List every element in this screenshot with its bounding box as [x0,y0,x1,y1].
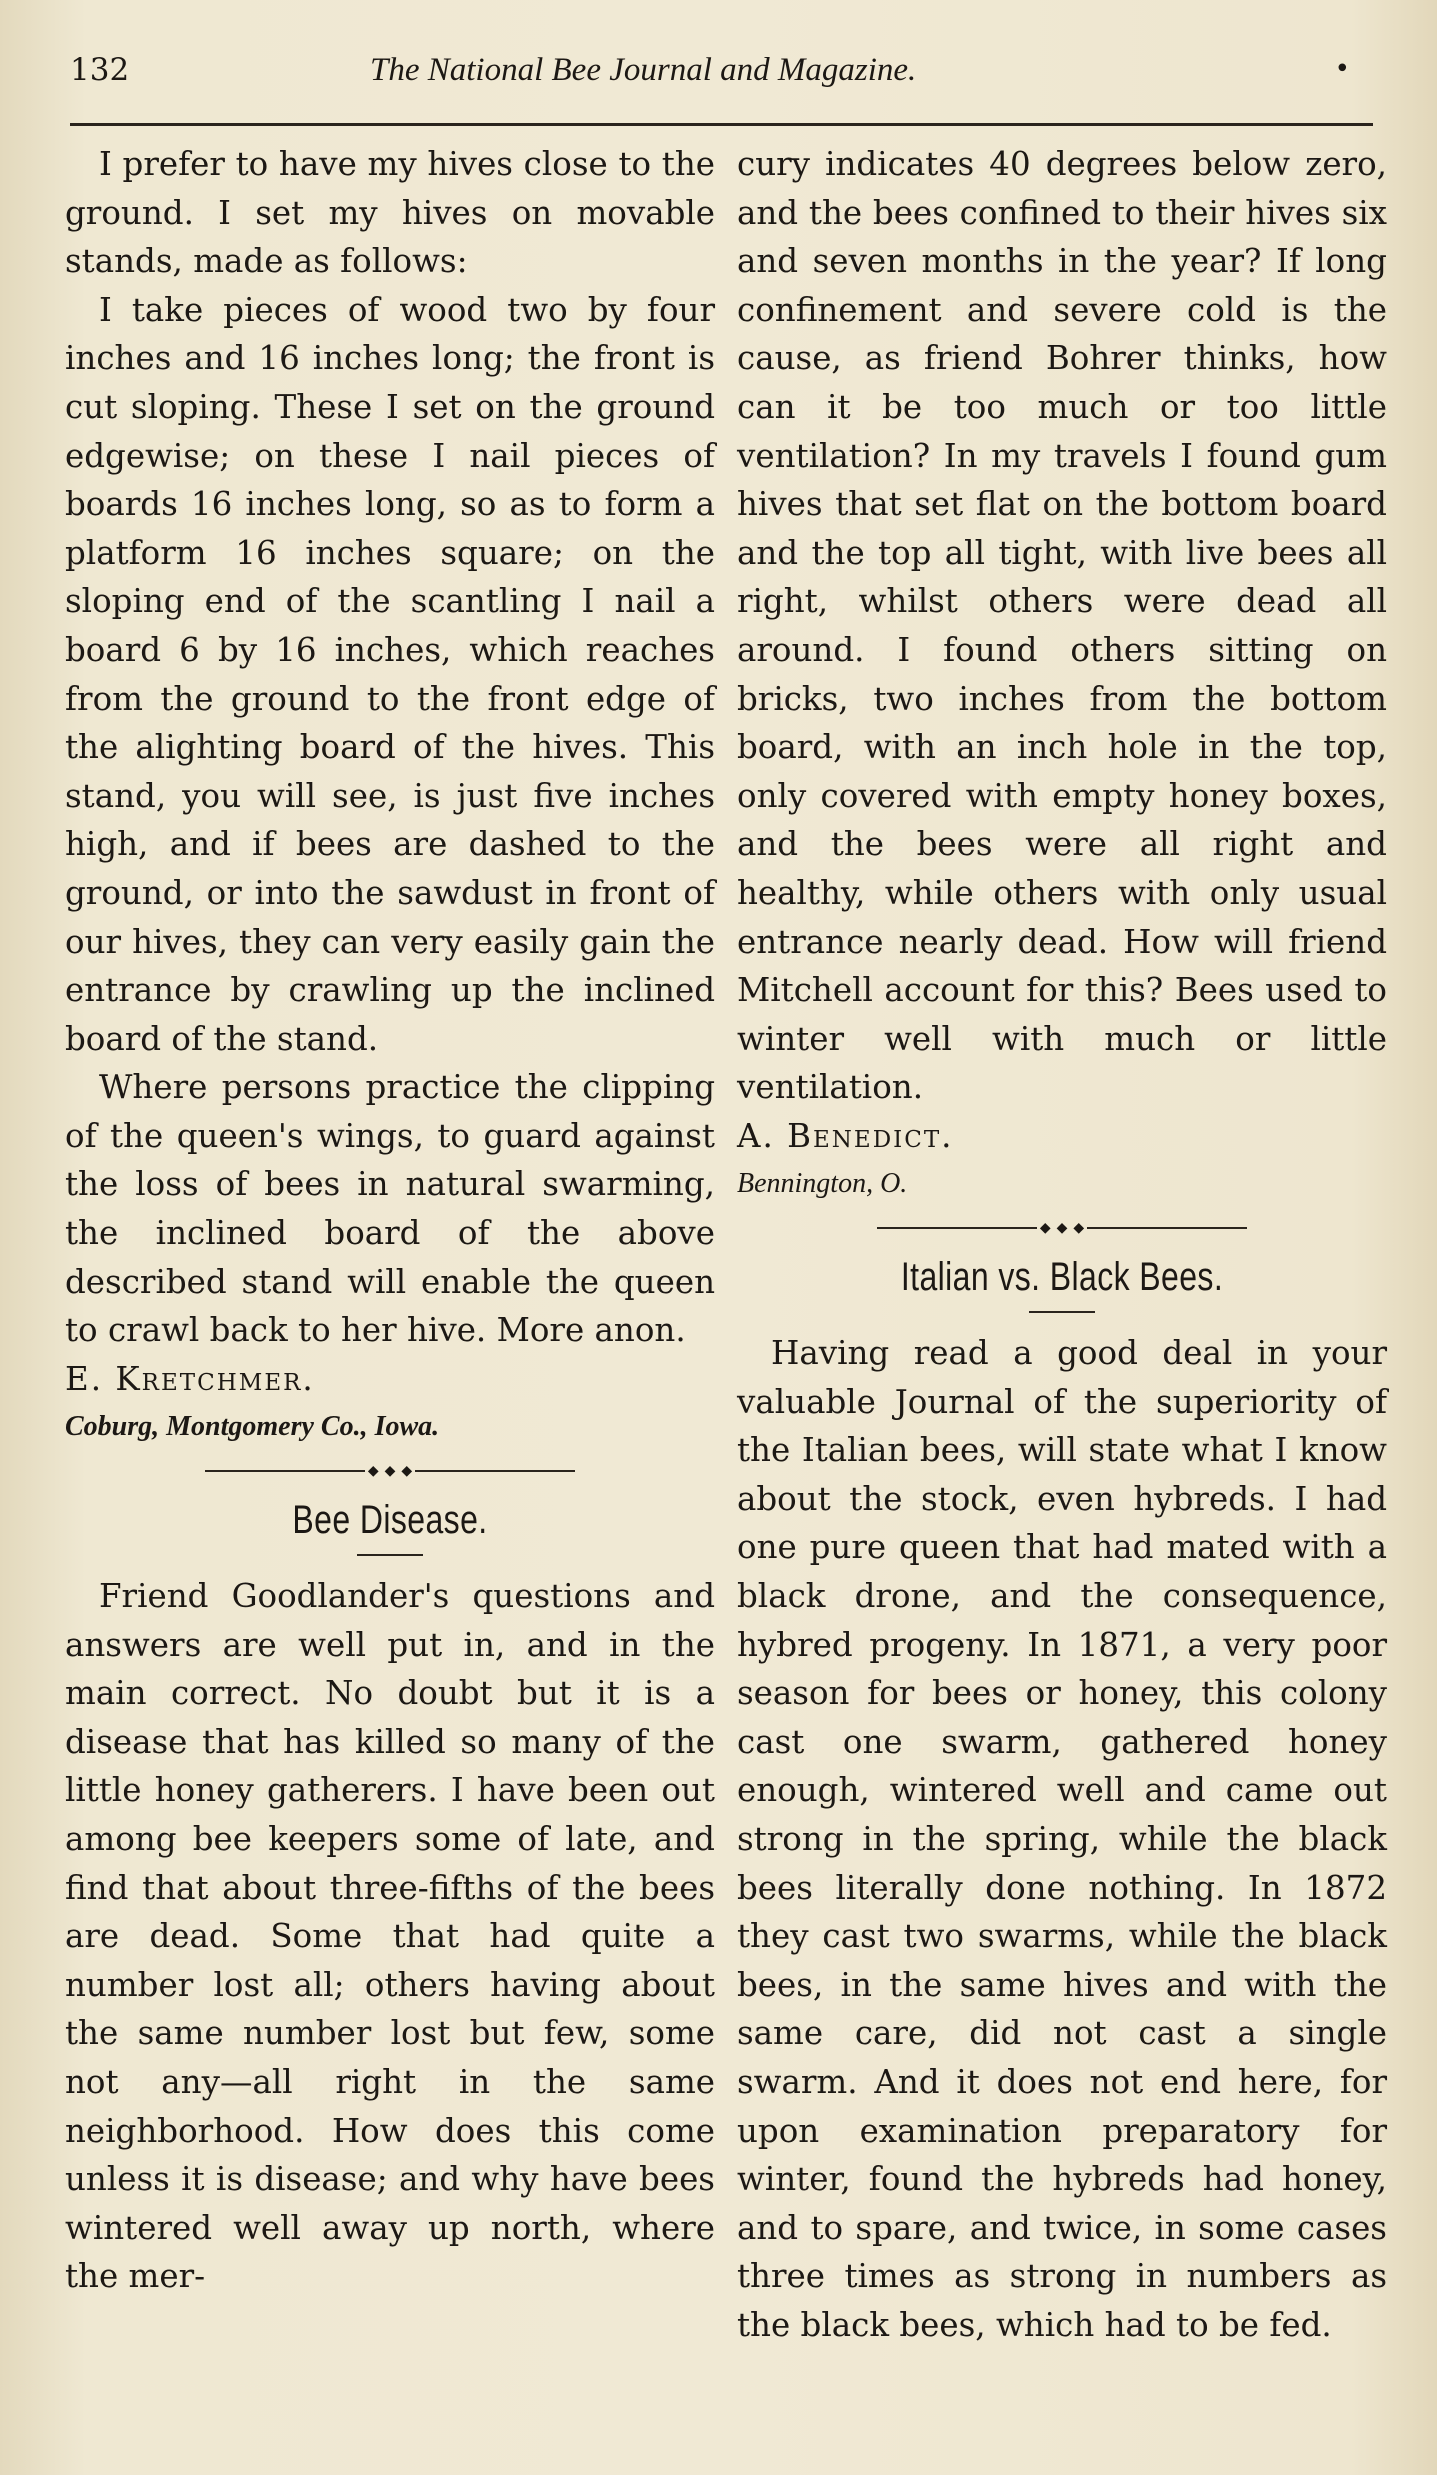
journal-title: The National Bee Journal and Magazine. [370,52,917,88]
paragraph: Friend Goodlander's questions and answers are well put in, and in the main correct. No doubt but it is a disease that has killed so many of the little honey gatherers. I have been out among bee keepers some of late, and find that about three-fifths of the bees are dead. Some that had quite a number lost all; others having about the same number lost but few, some not any—all right in the same neighborhood. How does this come unless it is disease; and why have bees wintered well away up north, where the mer- [65,1577,715,2296]
paragraph: I prefer to have my hives close to the ground. I set my hives on movable stands, made as follows: [65,145,715,281]
title-rule [1029,1311,1095,1313]
paragraph: Where persons practice the clipping of the queen's wings, to guard against the loss of bees in natural swarming, the inclined board of the above described stand will enable the queen to crawl back to her hive. More anon. [65,1068,715,1350]
paragraph: Having read a good deal in your valuable Journal of the superiority of the Italian bees, will state what I know about the stock, even hybreds. I had one pure queen that had mated with a black drone, and the consequence, hybred progeny. In 1871, a very poor season for bees or honey, this colony cast one swarm, gathered honey enough, wintered well and came out strong in the spring, while the black bees literally done nothing. In 1872 they cast two swarms, while the black bees, in the same hives and with the same care, did not cast a single swarm. And it does not end here, for upon examination preparatory for winter, found the hybreds had honey, and to spare, and twice, in some cases three times as strong in numbers as the black bees, which had to be fed. [737,1334,1387,2344]
section-divider: ◆ ◆ ◆ [65,1456,715,1486]
section-title: Italian vs. Black Bees. [900,1255,1224,1300]
right-column [737,140,1387,2350]
author-place: Coburg, Montgomery Co., Iowa. [65,1411,440,1443]
section-title: Bee Disease. [292,1498,488,1543]
author-signature: E. Kretchmer. [65,1359,315,1398]
header-dot: • [1334,54,1350,84]
left-column [65,140,715,2301]
header-rule [70,123,1373,126]
author-place: Bennington, O. [737,1168,908,1200]
author-signature: A. Benedict. [737,1116,954,1155]
title-rule [357,1554,423,1556]
page-header [70,48,1370,98]
page-number: 132 [70,52,130,88]
paragraph: cury indicates 40 degrees below zero, and the bees confined to their hives six and seven months in the year? If long confinement and severe cold is the cause, as friend Bohrer thinks, how can it be too much or too little ventilation? In my travels I found gum hives that set flat on the bottom board and the top all tight, with live bees all right, whilst others were dead all around. I found others sitting on bricks, two inches from the bottom board, with an inch hole in the top, only covered with empty honey boxes, and the bees were all right and healthy, while others with only usual entrance nearly dead. How will friend Mitchell account for this? Bees used to winter well with much or little ventilation. [737,145,1387,1107]
section-divider: ◆ ◆ ◆ [737,1213,1387,1243]
paragraph: I take pieces of wood two by four inches and 16 inches long; the front is cut sloping. These I set on the ground edgewise; on these I nail pieces of boards 16 inches long, so as to form a platform 16 inches square; on the sloping end of the scantling I nail a board 6 by 16 inches, which reaches from the ground to the front edge of the alighting board of the hives. This stand, you will see, is just five inches high, and if bees are dashed to the ground, or into the sawdust in front of our hives, they can very easily gain the entrance by crawling up the inclined board of the stand. [65,290,715,1058]
